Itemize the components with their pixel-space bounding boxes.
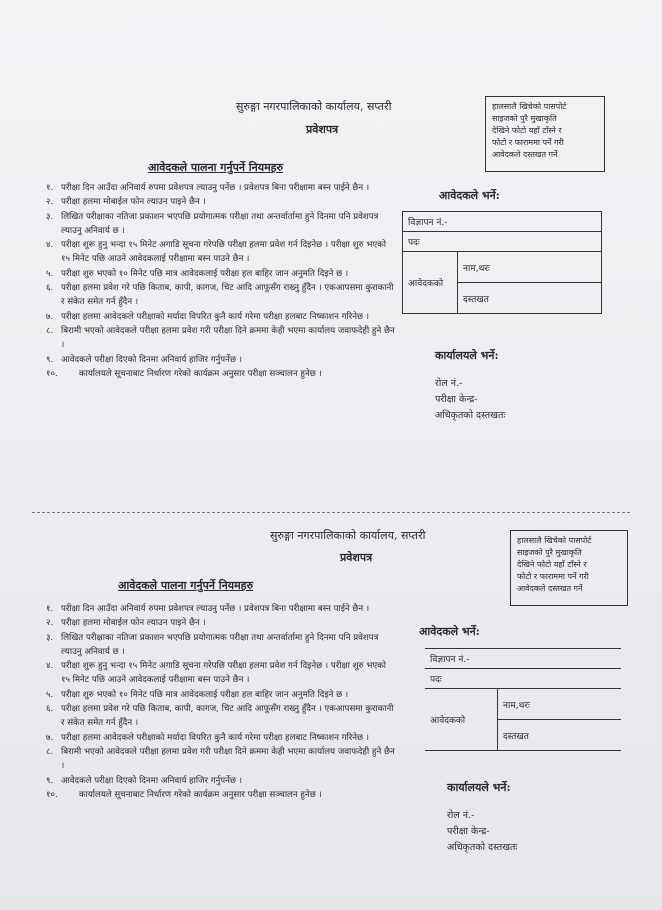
signature-field[interactable]: दस्तखत [458,283,602,314]
post-field[interactable]: पदः [403,232,602,252]
exam-center-field[interactable]: परीक्षा केन्द्र- [435,394,478,405]
photo-note-line: आवेदकले दस्तखत गर्ने [492,150,558,159]
photo-note-line: देखिने फोटो यहाँ टाँस्ने र [517,560,587,569]
photo-note-line: साइजको पुरै मुखाकृति [517,548,582,557]
rule-item: १. परीक्षा दिन आउँदा अनिवार्य रुपमा प्रवेशपत्र ल्याउनु पर्नेछ । प्रवेशपत्र बिना परीक्षामा बस्न पाईने छैन । [46,183,370,193]
office-title: सुरुङ्गा नगरपालिकाको कार्यालय, सप्तरी [236,100,392,113]
applicant-form-table [402,211,602,314]
rule-item: ४. परीक्षा शुरू हुनु भन्दा १५ मिनेट अगाडि सूचना गरेपछि परीक्षा हलमा प्रवेश गर्न दिइनेछ । परीक्षा शुरु भएको १५ मिनेट पछि आउने आवेदकलाई परीक्षामा बस्न पाउने छैन । [46,661,386,686]
applicant-label: आवेदकको [403,252,458,314]
photo-note-line: फोटो र फाराममा पर्ने गरी [492,138,564,147]
rules-heading: आवेदकले पालना गर्नुपर्ने नियमहरु [148,161,284,174]
rule-item: ६. परीक्षा हलमा प्रवेश गरे पछि किताब, कापी, कागज, चिट आदि आफूसँग राख्नु हुँदैन । एकआपसमा कुराकानी र संकेत समेत गर्न हुँदैन । [46,283,394,308]
rule-item: ३. लिखित परीक्षाका नतिजा प्रकाशन भएपछि प्रयोगात्मक परीक्षा तथा अन्तर्वार्तामा हुने दिनमा पनि प्रवेशपत्र ल्याउनु अनिवार्य छ । [46,211,379,236]
photo-note-line: हालसालै खिचेको पासपोर्ट [492,102,567,111]
rule-item: ५. परीक्षा शुरु भएको १० मिनेट पछि मात्र आवेदकलाई परीक्षा हल बाहिर जान अनुमति दिइने छ । [46,268,349,279]
rule-item: २. परीक्षा हलमा मोबाईल फोन ल्याउन पाइने छैन । [46,197,206,208]
rules-list [46,602,396,802]
signature-field[interactable]: दस्तखत [498,720,622,751]
rule-item: ७. परीक्षा हलमा आवेदकले परीक्षाको मर्यादा विपरित कुनै कार्य गरेमा परीक्षा हलबाट निष्काशन गरिनेछ । [46,732,370,743]
rule-item: ७. परीक्षा हलमा आवेदकले परीक्षाको मर्यादा विपरित कुनै कार्य गरेमा परीक्षा हलबाट निष्काशन गरिनेछ । [46,311,370,322]
roll-number-field[interactable]: रोल नं.- [447,810,475,821]
photo-note-line: देखिने फोटो यहाँ टाँस्ने र [492,126,562,135]
applicant-fill-heading: आवेदकले भर्ने: [419,625,480,638]
applicant-fill-heading: आवेदकले भर्ने: [439,189,500,202]
rule-item: ५. परीक्षा शुरु भएको १० मिनेट पछि मात्र आवेदकलाई परीक्षा हल बाहिर जान अनुमति दिइने छ । [46,689,349,700]
rule-item: १. परीक्षा दिन आउँदा अनिवार्य रुपमा प्रवेशपत्र ल्याउनु पर्नेछ । प्रवेशपत्र बिना परीक्षामा बस्न पाईने छैन । [46,604,370,614]
rule-item: ८. बिरामी भएको आवेदकले परीक्षा हलमा प्रवेश गरी परीक्षा दिने क्रममा केही भएमा कार्यालय जवाफदेही हुने छैन । [46,746,395,772]
photo-note-line: आवेदकले दस्तखत गर्ने [517,584,583,593]
advertisement-number-field[interactable]: विज्ञापन नं.- [403,212,602,232]
photo-note-line: फोटो र फाराममा पर्ने गरी [517,572,589,581]
rules-list [46,181,396,381]
admit-card-2 [0,510,662,910]
name-surname-field[interactable]: नाम,थरः [498,689,622,720]
office-fill-heading: कार्यालयले भर्ने: [435,349,499,362]
name-surname-field[interactable]: नाम,थरः [458,252,602,283]
rule-item: ८. बिरामी भएको आवेदकले परीक्षा हलमा प्रवेश गरी परीक्षा दिने क्रममा केही भएमा कार्यालय जवाफदेही हुने छैन । [46,325,395,351]
document-title: प्रवेशपत्र [340,551,373,564]
applicant-label: आवेदकको [425,689,498,751]
document-title: प्रवेशपत्र [306,123,339,136]
photo-placeholder-box [510,530,628,606]
rule-item: ९. आवेदकले परीक्षा दिएको दिनमा अनिवार्य हाजिर गर्नुपर्नेछ । [46,775,242,786]
exam-center-field[interactable]: परीक्षा केन्द्र- [447,826,490,837]
photo-placeholder-box [485,96,605,172]
roll-number-field[interactable]: रोल नं.- [435,378,463,389]
post-field[interactable]: पदः [425,669,621,689]
applicant-form-table [425,648,621,751]
office-fill-heading: कार्यालयले भर्ने: [447,781,511,794]
rule-item: १०. कार्यालयले सूचनाबाट निर्धारण गरेको कार्यक्रम अनुसार परीक्षा सञ्चालन हुनेछ । [46,789,322,800]
photo-note-line: हालसालै खिचेको पासपोर्ट [517,536,592,545]
rule-item: १०. कार्यालयले सूचनाबाट निर्धारण गरेको कार्यक्रम अनुसार परीक्षा सञ्चालन हुनेछ । [46,368,322,379]
rule-item: ३. लिखित परीक्षाका नतिजा प्रकाशन भएपछि प्रयोगात्मक परीक्षा तथा अन्तर्वार्तामा हुने दिनमा पनि प्रवेशपत्र ल्याउनु अनिवार्य छ । [46,632,379,657]
rule-item: ४. परीक्षा शुरू हुनु भन्दा १५ मिनेट अगाडि सूचना गरेपछि परीक्षा हलमा प्रवेश गर्न दिइनेछ । परीक्षा शुरु भएको १५ मिनेट पछि आउने आवेदकलाई परीक्षामा बस्न पाउने छैन । [46,240,386,265]
rules-heading: आवेदकले पालना गर्नुपर्ने नियमहरु [118,579,254,592]
office-title: सुरुङ्गा नगरपालिकाको कार्यालय, सप्तरी [270,529,426,542]
photo-note-line: साइजको पुरै मुखाकृति [492,114,557,123]
office-fill-block [447,780,517,856]
rule-item: ६. परीक्षा हलमा प्रवेश गरे पछि किताब, कापी, कागज, चिट आदि आफूसँग राख्नु हुँदैन । एकआपसमा कुराकानी र संकेत समेत गर्न हुँदैन । [46,704,394,729]
officer-signature-field[interactable]: अधिकृतको दस्तखतः [447,842,518,853]
advertisement-number-field[interactable]: विज्ञापन नं.- [425,649,621,669]
officer-signature-field[interactable]: अधिकृतको दस्तखतः [435,410,506,421]
rule-item: २. परीक्षा हलमा मोबाईल फोन ल्याउन पाइने छैन । [46,618,206,629]
office-fill-block [435,348,505,424]
rule-item: ९. आवेदकले परीक्षा दिएको दिनमा अनिवार्य हाजिर गर्नुपर्नेछ । [46,354,242,365]
